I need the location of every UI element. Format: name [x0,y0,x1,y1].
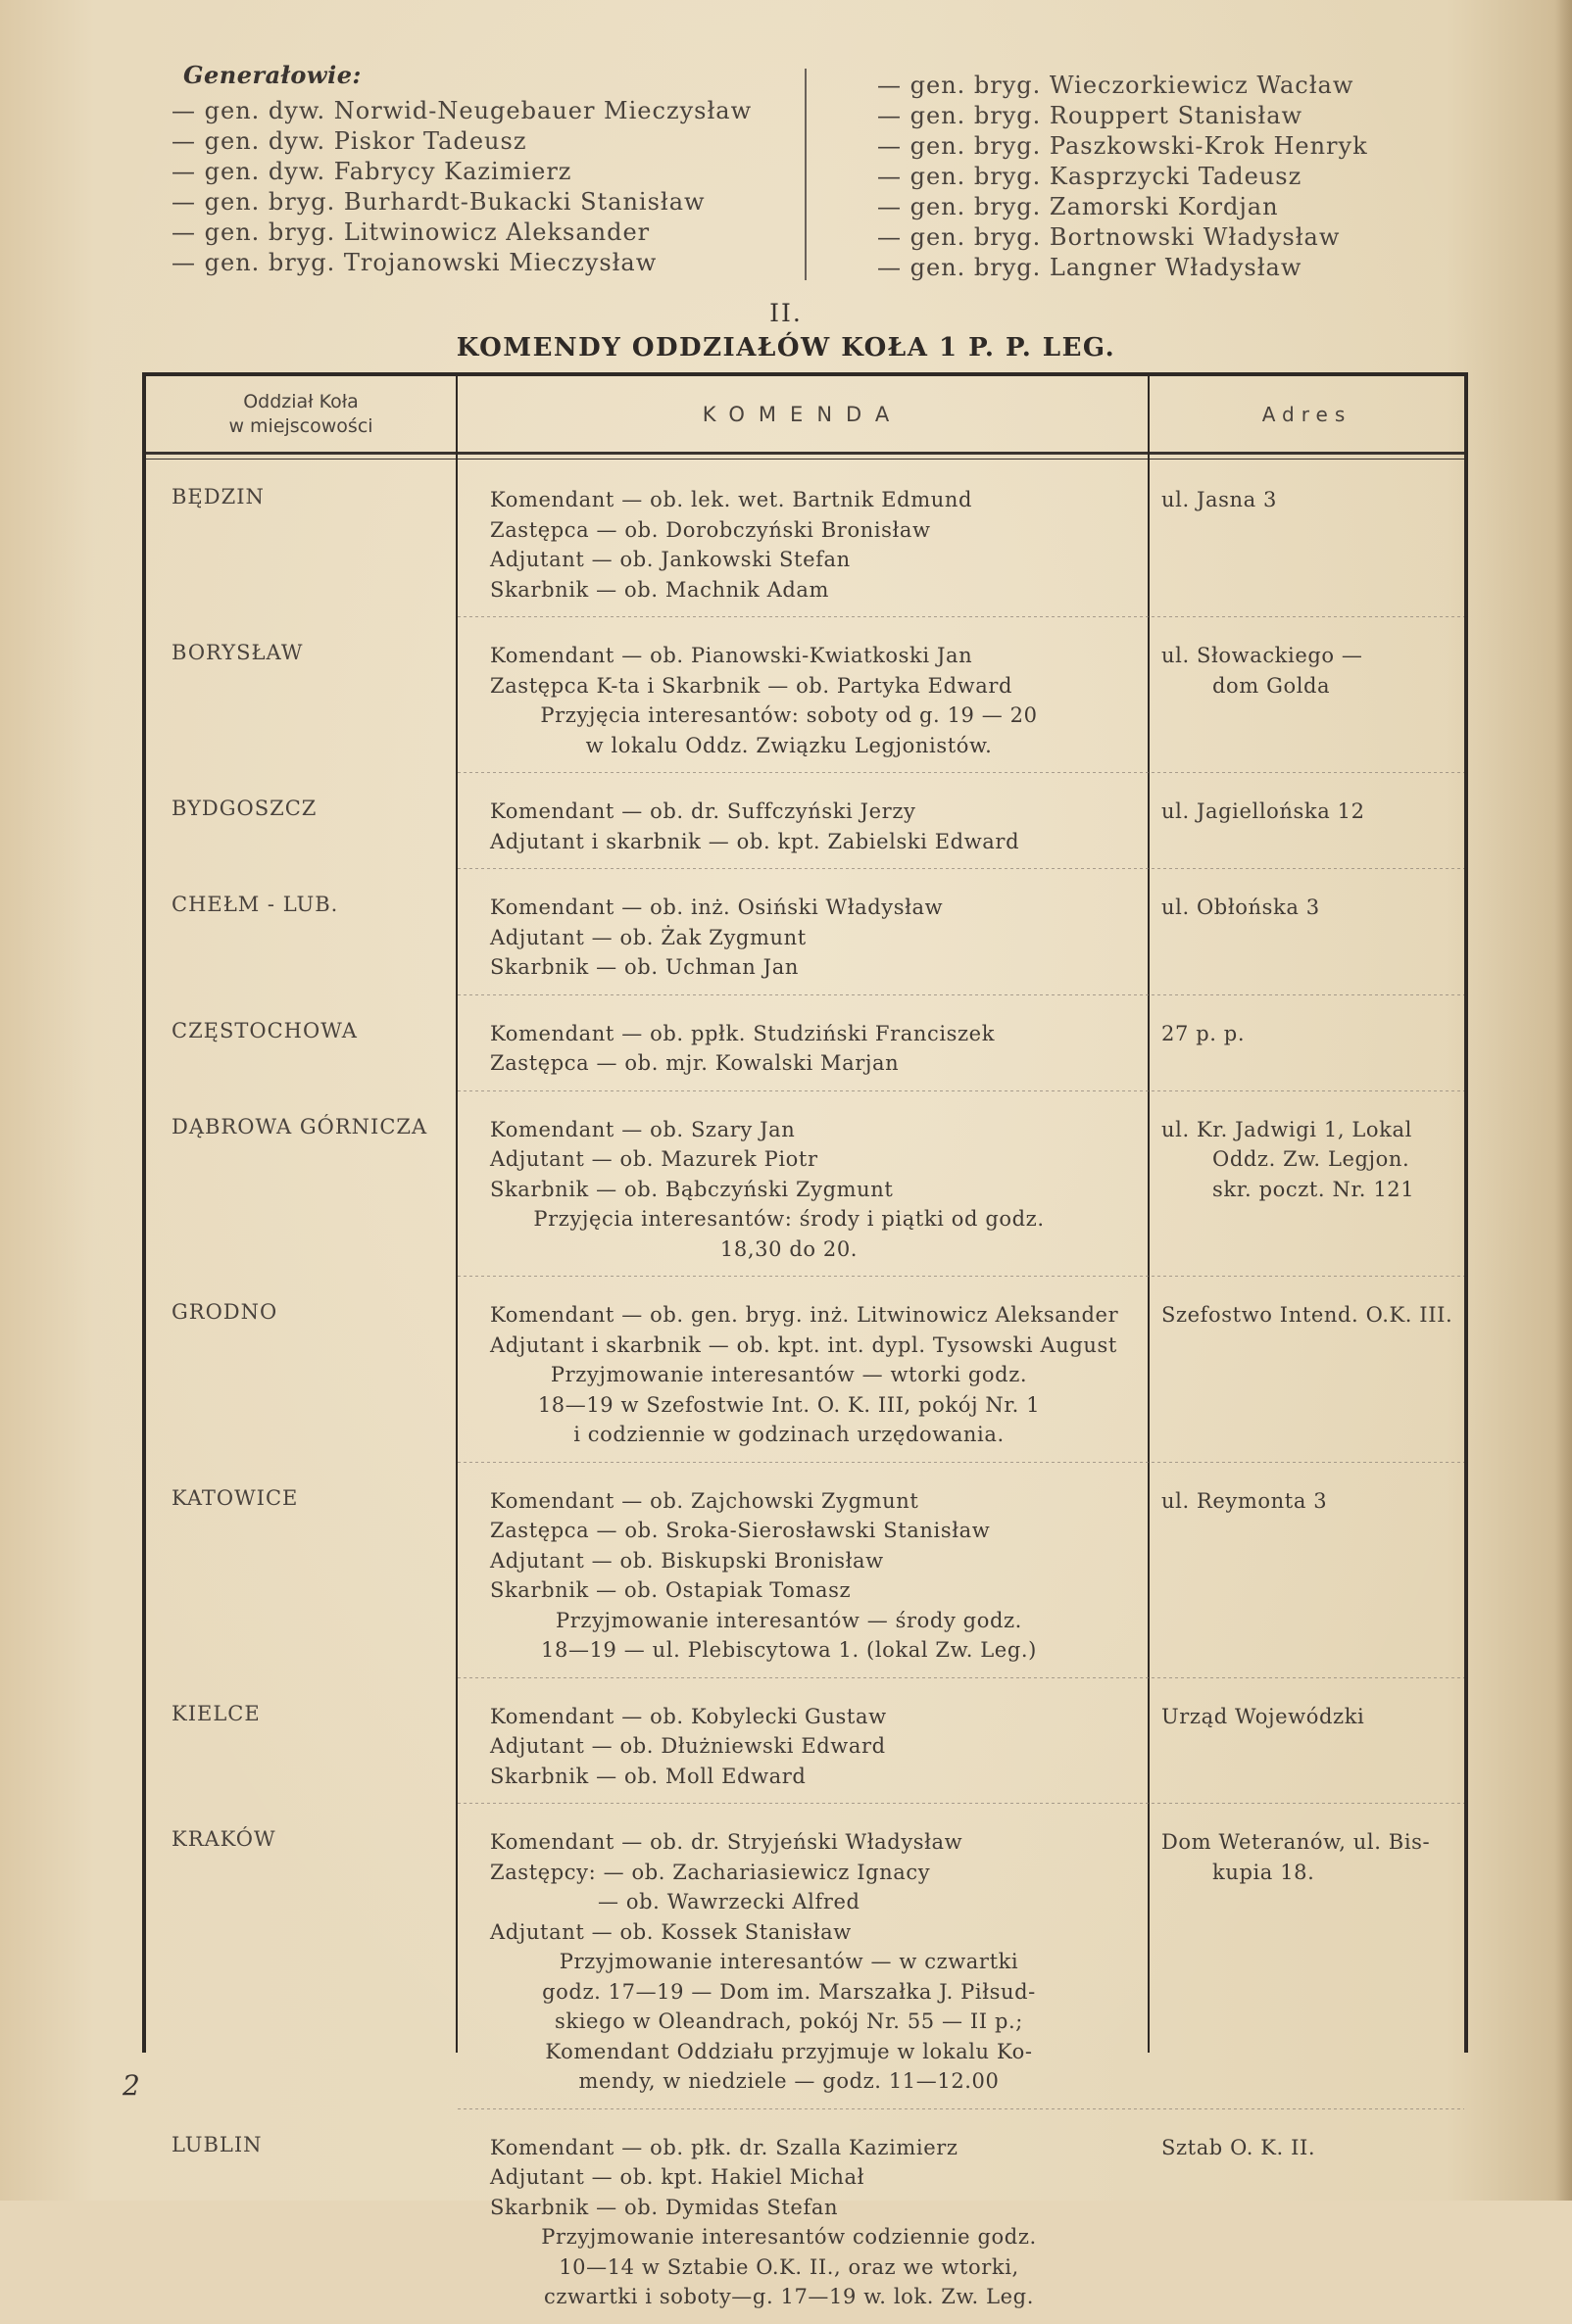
office-hours-note: 18,30 do 20. [719,1236,859,1261]
address-line: Szefostwo Intend. O.K. III. [1161,1303,1453,1327]
command-line: Skarbnik — ob. Ostapiak Tomasz [490,1578,852,1602]
branch-city: KRAKÓW [172,1827,276,1851]
office-hours-note: Komendant Oddziału przyjmuje w lokalu Ko- [545,2039,1033,2063]
command-line: Komendant — ob. dr. Stryjeński Władysław [490,1830,963,1854]
command-line: Adjutant — ob. Mazurek Piotr [490,1147,818,1171]
branch-address [1161,1702,1455,1732]
command-line: Adjutant — ob. kpt. Hakiel Michał [490,2165,865,2189]
office-hours-note: Przyjmowanie interesantów — wtorki godz. [550,1363,1028,1386]
row-separator [458,616,1464,617]
office-hours-note: 10—14 w Sztabie O.K. II., oraz we wtorki, [559,2254,1019,2279]
row-separator [458,772,1464,773]
table-row [142,1090,1468,1277]
branch-command [490,797,1147,856]
table-header-rule-thin [142,459,1468,460]
command-line: Komendant — ob. ppłk. Studziński Franciszek [490,1021,996,1045]
row-separator [458,994,1464,995]
address-line: kupia 18. [1212,1860,1315,1884]
general-entry: — gen. dyw. Piskor Tadeusz [172,127,527,155]
command-line: Zastępca — ob. Dorobczyński Bronisław [490,517,931,542]
branch-city: CZĘSTOCHOWA [172,1018,358,1042]
command-line: Adjutant — ob. Biskupski Bronisław [490,1548,884,1573]
table-row [142,1677,1468,1804]
branch-address [1161,1486,1455,1517]
office-hours-note: 18—19 w Szefostwie Int. O. K. III, pokój Nr. 1 [537,1392,1041,1417]
address-line: skr. poczt. Nr. 121 [1212,1177,1415,1201]
branch-address [1161,893,1455,923]
general-entry: — gen. bryg. Litwinowicz Aleksander [172,218,651,246]
office-hours-note: Przyjmowanie interesantów — środy godz. [556,1608,1022,1632]
table-row [142,460,1468,616]
branch-address [1161,1019,1455,1049]
row-separator [458,2108,1464,2109]
branch-address [1161,641,1455,701]
branch-city: KATOWICE [172,1485,299,1510]
command-line: Zastępcy: — ob. Zachariasiewicz Ignacy [490,1860,931,1884]
row-separator [458,1462,1464,1463]
command-line: Zastępca — ob. mjr. Kowalski Marjan [490,1051,900,1075]
office-hours-note: 18—19 — ul. Plebiscytowa 1. (lokal Zw. Leg.) [541,1638,1037,1662]
row-separator [458,1677,1464,1678]
command-line: Adjutant i skarbnik — ob. kpt. int. dypl. Tysowski August [490,1332,1117,1357]
general-entry: — gen. bryg. Wieczorkiewicz Wacław [877,72,1354,99]
section-title: KOMENDY ODDZIAŁÓW KOŁA 1 P. P. LEG. [456,333,1116,363]
general-entry: — gen. bryg. Zamorski Kordjan [877,193,1279,220]
table-row [142,1462,1468,1677]
branch-city: BORYSŁAW [172,641,304,664]
command-line: Komendant — ob. Szary Jan [490,1117,796,1141]
command-line: Komendant — ob. gen. bryg. inż. Litwinowicz Aleksander [490,1303,1119,1327]
page-number: 2 [123,2069,140,2102]
header-branch-line1: Oddział Koła [243,391,359,412]
branch-command [490,2133,1147,2312]
header-address: Adres [1261,403,1352,426]
command-line: Komendant — ob. Pianowski-Kwiatkoski Jan [490,644,973,667]
address-line: ul. Słowackiego — [1161,644,1363,667]
office-hours-note: czwartki i soboty—g. 17—19 w. lok. Zw. Leg. [543,2285,1034,2308]
command-line: Adjutant — ob. Dłużniewski Edward [490,1734,886,1758]
branch-city: GRODNO [172,1300,278,1324]
office-hours-note: skiego w Oleandrach, pokój Nr. 55 — II p.; [555,2009,1023,2033]
branch-address [1161,1115,1455,1205]
branch-command [490,1486,1147,1666]
branch-city: BYDGOSZCZ [172,797,318,820]
general-entry: — gen. dyw. Fabrycy Kazimierz [172,158,572,185]
address-line: ul. Obłońska 3 [1161,896,1320,919]
general-entry: — gen. bryg. Burhardt-Bukacki Stanisław [172,188,706,216]
branch-city: LUBLIN [172,2132,263,2156]
branch-command [490,1702,1147,1792]
branch-city: BĘDZIN [172,485,265,508]
command-line: Komendant — ob. Zajchowski Zygmunt [490,1488,919,1513]
general-entry: — gen. bryg. Kasprzycki Tadeusz [877,163,1302,190]
general-entry: — gen. bryg. Langner Władysław [877,254,1302,281]
address-line: ul. Kr. Jadwigi 1, Lokal [1161,1117,1412,1141]
row-separator [458,1803,1464,1804]
command-line: Skarbnik — ob. Machnik Adam [490,577,830,602]
table-row [142,868,1468,994]
branch-command [490,485,1147,605]
generals-heading: Generałowie: [183,61,362,89]
office-hours-note: mendy, w niedziele — godz. 11—12.00 [578,2069,1000,2093]
table-row [142,772,1468,868]
command-line: Skarbnik — ob. Dymidas Stefan [490,2195,839,2219]
command-line: Skarbnik — ob. Uchman Jan [490,955,799,979]
address-line: Sztab O. K. II. [1161,2135,1316,2159]
branch-city: DĄBROWA GÓRNICZA [172,1114,428,1138]
command-line: Zastępca K-ta i Skarbnik — ob. Partyka Edward [490,673,1013,698]
office-hours-note: i codziennie w godzinach urzędowania. [573,1423,1005,1446]
table-row [142,994,1468,1090]
header-branch-line2: w miejscowości [228,415,373,437]
branch-command [490,1300,1147,1450]
command-line: Komendant — ob. płk. dr. Szalla Kazimierz [490,2135,958,2159]
generals-list-left [172,96,752,278]
office-hours-note: Przyjęcia interesantów: środy i piątki od godz. [533,1207,1045,1231]
row-separator [458,1090,1464,1091]
header-command: KOMENDA [702,403,904,426]
branch-address [1161,485,1455,515]
header-branch [146,376,456,453]
page-edge-shadow [1554,0,1572,2201]
branch-address [1161,797,1455,827]
command-line: Komendant — ob. dr. Suffczyński Jerzy [490,799,916,823]
branch-command [490,893,1147,983]
address-line: Dom Weteranów, ul. Bis- [1161,1830,1431,1854]
address-line: ul. Reymonta 3 [1161,1488,1328,1513]
branch-city: CHEŁM - LUB. [172,893,339,916]
table-body [142,460,1468,2324]
command-line: — ob. Wawrzecki Alfred [598,1890,860,1913]
command-line: Skarbnik — ob. Moll Edward [490,1764,807,1788]
command-line: Adjutant — ob. Kossek Stanisław [490,1919,852,1944]
office-hours-note: w lokalu Oddz. Związku Legjonistów. [585,733,993,757]
branch-address [1161,2133,1455,2163]
command-line: Adjutant i skarbnik — ob. kpt. Zabielski Edward [490,829,1020,853]
generals-section [172,57,1406,282]
office-hours-note: Przyjmowanie interesantów codziennie godz. [541,2225,1037,2249]
branch-command [490,1019,1147,1079]
office-hours-note: Przyjmowanie interesantów — w czwartki [559,1950,1019,1973]
general-entry: — gen. dyw. Norwid-Neugebauer Mieczysław [172,97,753,124]
general-entry: — gen. bryg. Rouppert Stanisław [877,102,1303,129]
branch-command [490,641,1147,760]
section-number: II. [769,299,803,327]
branch-command [490,1115,1147,1265]
command-line: Komendant — ob. lek. wet. Bartnik Edmund [490,488,973,511]
command-line: Adjutant — ob. Jankowski Stefan [490,548,851,571]
office-hours-note: Przyjęcia interesantów: soboty od g. 19 — 20 [540,703,1038,727]
row-separator [458,868,1464,869]
command-line: Adjutant — ob. Żak Zygmunt [490,925,807,949]
general-entry: — gen. bryg. Trojanowski Mieczysław [172,249,658,276]
table-row [142,1276,1468,1462]
branches-table [142,372,1468,2308]
address-line: ul. Jasna 3 [1161,488,1277,511]
command-line: Skarbnik — ob. Bąbczyński Zygmunt [490,1177,894,1201]
table-row [142,2108,1468,2324]
generals-column-divider [805,69,807,280]
row-separator [458,1276,1464,1277]
branch-address [1161,1300,1455,1331]
command-line: Komendant — ob. Kobylecki Gustaw [490,1704,887,1728]
address-line: dom Golda [1212,673,1331,698]
command-line: Zastępca — ob. Sroka-Sierosławski Stanisław [490,1519,991,1542]
general-entry: — gen. bryg. Bortnowski Władysław [877,223,1341,251]
branch-command [490,1827,1147,2097]
generals-list-right [877,71,1368,283]
office-hours-note: godz. 17—19 — Dom im. Marszałka J. Piłsud- [542,1979,1036,2004]
address-line: Urząd Wojewódzki [1161,1704,1365,1728]
branch-city: KIELCE [172,1701,261,1725]
table-row [142,616,1468,772]
address-line: 27 p. p. [1161,1021,1246,1045]
address-line: ul. Jagiellońska 12 [1161,799,1365,823]
command-line: Komendant — ob. inż. Osiński Władysław [490,896,944,919]
branch-address [1161,1827,1455,1887]
address-line: Oddz. Zw. Legjon. [1212,1147,1410,1171]
general-entry: — gen. bryg. Paszkowski-Krok Henryk [877,132,1368,160]
table-row [142,1803,1468,2108]
